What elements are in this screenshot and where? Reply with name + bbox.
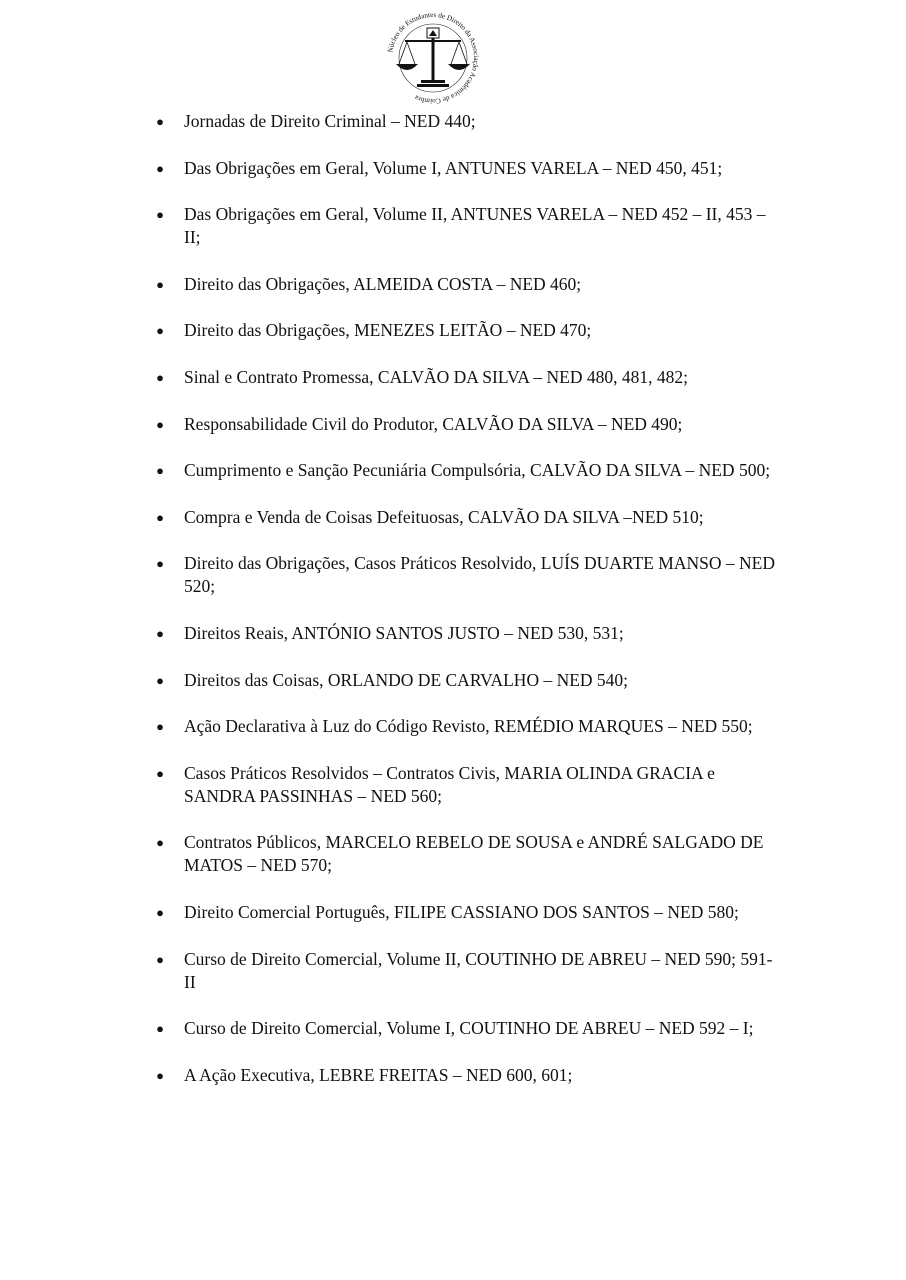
list-item — [155, 413, 775, 436]
list-item — [155, 157, 775, 180]
bullet-icon: ● — [156, 369, 164, 385]
list-item-text: Cumprimento e Sanção Pecuniária Compulsória, CALVÃO DA SILVA – NED 500; — [184, 460, 771, 481]
list-item — [155, 203, 775, 249]
bullet-icon: ● — [156, 1067, 164, 1083]
bullet-icon: ● — [156, 904, 164, 920]
bullet-icon: ● — [156, 160, 164, 176]
list-item — [155, 110, 775, 133]
bullet-icon: ● — [156, 323, 164, 339]
bullet-icon: ● — [156, 416, 164, 432]
list-item-text: Contratos Públicos, MARCELO REBELO DE SOUSA e ANDRÉ SALGADO DE MATOS – NED 570; — [184, 832, 764, 876]
list-item — [155, 319, 775, 342]
bullet-icon: ● — [156, 672, 164, 688]
list-item-text: Curso de Direito Comercial, Volume II, COUTINHO DE ABREU – NED 590; 591-II — [184, 948, 773, 992]
list-item — [155, 831, 775, 877]
list-item — [155, 366, 775, 389]
list-item-text: Curso de Direito Comercial, Volume I, COUTINHO DE ABREU – NED 592 – I; — [184, 1018, 754, 1039]
bullet-icon: ● — [156, 1021, 164, 1037]
bullet-icon: ● — [156, 625, 164, 641]
logo-ring-text: Núcleo de Estudantes de Direito da Associação Académica de Coimbra — [386, 10, 481, 106]
bullet-icon: ● — [156, 276, 164, 292]
list-item — [155, 622, 775, 645]
list-item — [155, 762, 775, 808]
list-item-text: Compra e Venda de Coisas Defeituosas, CALVÃO DA SILVA –NED 510; — [184, 506, 704, 527]
list-item — [155, 901, 775, 924]
bullet-icon: ● — [156, 835, 164, 851]
bullet-icon: ● — [156, 463, 164, 479]
list-item — [155, 1017, 775, 1040]
list-item — [155, 669, 775, 692]
list-item-text: Jornadas de Direito Criminal – NED 440; — [184, 111, 476, 131]
list-item-text: Direito Comercial Português, FILIPE CASSIANO DOS SANTOS – NED 580; — [184, 901, 739, 922]
list-item-text: Direito das Obrigações, MENEZES LEITÃO – NED 470; — [184, 320, 592, 341]
scales-of-justice-icon — [381, 6, 485, 110]
bullet-icon: ● — [156, 951, 164, 967]
bullet-icon: ● — [156, 765, 164, 781]
list-item-text: Direito das Obrigações, Casos Práticos Resolvido, LUÍS DUARTE MANSO – NED 520; — [184, 553, 775, 597]
bullet-icon: ● — [156, 207, 164, 223]
list-item-text: Responsabilidade Civil do Produtor, CALVÃO DA SILVA – NED 490; — [184, 413, 683, 434]
bullet-icon: ● — [156, 509, 164, 525]
list-item — [155, 1064, 775, 1087]
list-item — [155, 552, 775, 598]
ned-logo — [381, 6, 485, 110]
list-item — [155, 948, 775, 994]
bullet-icon: ● — [156, 719, 164, 735]
list-item-text: Direito das Obrigações, ALMEIDA COSTA – NED 460; — [184, 273, 582, 294]
list-item-text: Sinal e Contrato Promessa, CALVÃO DA SILVA – NED 480, 481, 482; — [184, 366, 688, 387]
list-item-text: A Ação Executiva, LEBRE FREITAS – NED 600, 601; — [184, 1064, 573, 1085]
list-item-text: Ação Declarativa à Luz do Código Revisto, REMÉDIO MARQUES – NED 550; — [184, 716, 753, 737]
list-item — [155, 459, 775, 482]
list-item — [155, 506, 775, 529]
book-list — [155, 110, 775, 1110]
bullet-icon: ● — [156, 556, 164, 572]
bullet-icon: ● — [156, 114, 164, 129]
list-item-text: Das Obrigações em Geral, Volume II, ANTUNES VARELA – NED 452 – II, 453 – II; — [184, 204, 766, 248]
list-item-text: Direitos Reais, ANTÓNIO SANTOS JUSTO – NED 530, 531; — [184, 622, 624, 643]
list-item-text: Casos Práticos Resolvidos – Contratos Civis, MARIA OLINDA GRACIA e SANDRA PASSINHAS – NED 560; — [184, 762, 715, 806]
list-item-text: Das Obrigações em Geral, Volume I, ANTUNES VARELA – NED 450, 451; — [184, 157, 723, 178]
list-item — [155, 715, 775, 738]
list-item-text: Direitos das Coisas, ORLANDO DE CARVALHO – NED 540; — [184, 669, 629, 690]
list-item — [155, 273, 775, 296]
